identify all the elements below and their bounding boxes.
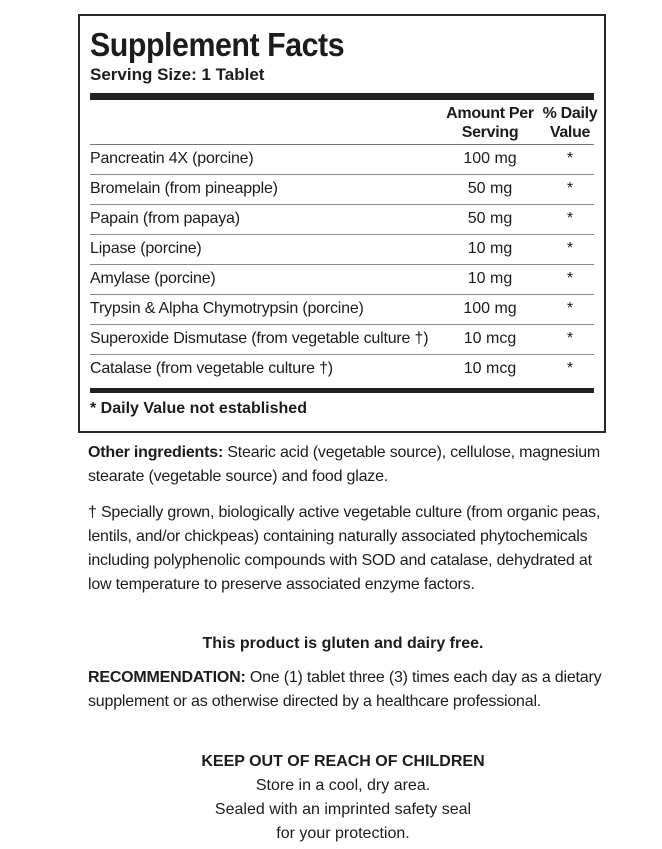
ingredient-amount: 100 mg xyxy=(463,150,517,167)
ingredient-name: Trypsin & Alpha Chymotrypsin (porcine) xyxy=(90,300,364,317)
column-header xyxy=(90,100,598,145)
ingredient-daily-value: * xyxy=(566,360,574,377)
ingredient-daily-value: * xyxy=(566,270,574,287)
table-row xyxy=(90,235,594,265)
bottom-thick-divider xyxy=(90,388,594,393)
ingredient-name: Lipase (porcine) xyxy=(90,240,202,257)
ingredient-daily-value: * xyxy=(566,150,574,167)
ingredient-daily-value: * xyxy=(566,330,574,347)
other-ingredients-text: Stearic acid (vegetable source), cellulose, magnesium stearate (vegetable source) and food glaze. xyxy=(88,444,601,485)
ingredient-amount: 100 mg xyxy=(463,300,517,317)
thick-divider xyxy=(90,93,594,100)
table-row xyxy=(90,205,594,235)
ingredient-daily-value: * xyxy=(566,210,574,227)
table-row xyxy=(90,265,594,295)
warnings xyxy=(88,750,598,846)
seal-statement-line1: Sealed with an imprinted safety seal xyxy=(214,801,472,818)
culture-note: † Specially grown, biologically active vegetable culture (from organic peas, lentils, and/or chickpeas) containing naturally associated phytochemicals including polyphenolic compounds with SOD and catalase, dehydrated at low temperature to preserve associated enzyme factors. xyxy=(88,504,601,593)
ingredient-name: Amylase (porcine) xyxy=(90,270,216,287)
other-ingredients xyxy=(88,441,608,489)
ingredient-name: Pancreatin 4X (porcine) xyxy=(90,150,254,167)
ingredient-name: Superoxide Dismutase (from vegetable culture †) xyxy=(90,330,429,347)
supplement-facts-panel xyxy=(78,14,606,433)
ingredient-amount: 10 mg xyxy=(467,270,513,287)
seal-statement-line2: for your protection. xyxy=(276,825,410,842)
table-row xyxy=(90,175,594,205)
recommendation-text: One (1) tablet three (3) times each day as a dietary supplement or as otherwise directed by a healthcare professional. xyxy=(88,669,602,710)
serving-size: Serving Size: 1 Tablet xyxy=(90,65,265,84)
ingredient-name: Bromelain (from pineapple) xyxy=(90,180,278,197)
daily-value-header: % Daily Value xyxy=(542,105,598,141)
ingredient-amount: 50 mg xyxy=(467,210,513,227)
storage-instruction: Store in a cool, dry area. xyxy=(255,777,431,794)
ingredient-name: Papain (from papaya) xyxy=(90,210,240,227)
ingredient-daily-value: * xyxy=(566,240,574,257)
daily-value-footnote: * Daily Value not established xyxy=(90,400,307,417)
recommendation-label: RECOMMENDATION: xyxy=(88,669,246,686)
table-row xyxy=(90,355,594,384)
recommendation xyxy=(88,666,608,714)
gluten-statement: This product is gluten and dairy free. xyxy=(202,635,484,652)
facts-title: Supplement Facts xyxy=(90,26,345,63)
table-row xyxy=(90,325,594,355)
keep-out-warning: KEEP OUT OF REACH OF CHILDREN xyxy=(201,753,485,770)
ingredient-amount: 10 mcg xyxy=(463,360,517,377)
ingredient-amount: 10 mcg xyxy=(463,330,517,347)
ingredient-name: Catalase (from vegetable culture †) xyxy=(90,360,333,377)
ingredient-amount: 10 mg xyxy=(467,240,513,257)
ingredient-daily-value: * xyxy=(566,300,574,317)
amount-per-serving-header: Amount Per Serving xyxy=(446,105,534,141)
table-row xyxy=(90,145,594,175)
table-row xyxy=(90,295,594,325)
other-ingredients-label: Other ingredients: xyxy=(88,444,224,461)
ingredient-daily-value: * xyxy=(566,180,574,197)
ingredient-amount: 50 mg xyxy=(467,180,513,197)
